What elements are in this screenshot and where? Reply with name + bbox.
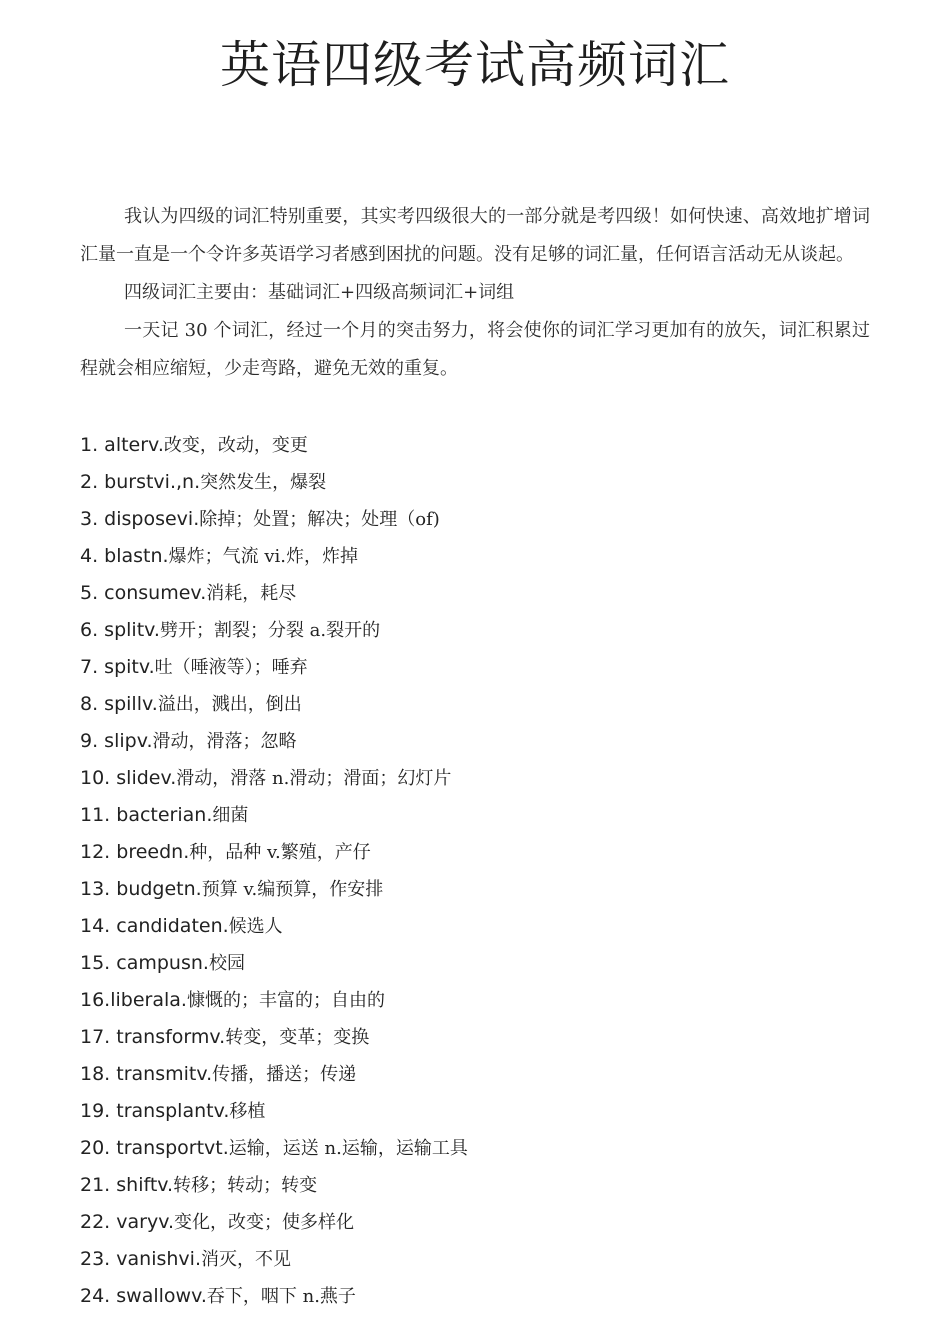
entry-word: transmitv.: [116, 1063, 213, 1085]
entry-word: budgetn.: [116, 878, 202, 900]
entry-word: liberala.: [110, 989, 187, 1011]
entry-number: 1.: [80, 434, 105, 456]
entry-definition: 溢出，溅出，倒出: [157, 694, 302, 715]
entry-word: transformv.: [116, 1026, 226, 1048]
entry-word: burstvi.,n.: [104, 471, 201, 493]
entry-definition: 校园: [208, 953, 245, 974]
entry-number: 8.: [80, 693, 105, 715]
entry-definition: 改变，改动，变更: [163, 435, 308, 456]
entry-number: 20.: [80, 1137, 117, 1159]
vocab-entry: [80, 1130, 870, 1167]
entry-number: 6.: [80, 619, 105, 641]
entry-definition: 慷慨的；丰富的；自由的: [186, 990, 385, 1011]
vocab-entry: [80, 1241, 870, 1278]
entry-number: 7.: [80, 656, 105, 678]
entry-number: 11.: [80, 804, 117, 826]
entry-number: 23.: [80, 1248, 117, 1270]
entry-number: 4.: [80, 545, 105, 567]
vocab-entry: [80, 1204, 870, 1241]
vocab-entry: [80, 945, 870, 982]
entry-number: 12.: [80, 841, 117, 863]
entry-number: 19.: [80, 1100, 117, 1122]
entry-word: slidev.: [116, 767, 177, 789]
entry-word: transportvt.: [116, 1137, 229, 1159]
entry-number: 24.: [80, 1285, 117, 1307]
vocab-entry: [80, 1167, 870, 1204]
vocab-entry: [80, 649, 870, 686]
entry-word: spitv.: [104, 656, 155, 678]
entry-definition: 候选人: [228, 916, 283, 937]
vocab-entry: [80, 501, 870, 538]
entry-number: 3.: [80, 508, 105, 530]
entry-definition: 移植: [229, 1101, 266, 1122]
entry-word: spillv.: [104, 693, 158, 715]
entry-definition: 转移；转动；转变: [173, 1175, 318, 1196]
vocab-entry: [80, 982, 870, 1019]
vocab-entry: [80, 1278, 870, 1315]
vocab-entry: [80, 427, 870, 464]
vocab-entry: [80, 538, 870, 575]
entry-number: 18.: [80, 1063, 117, 1085]
vocab-entry: [80, 834, 870, 871]
entry-definition: 转变，变革；变换: [225, 1027, 370, 1048]
vocab-entry: [80, 760, 870, 797]
entry-definition: 吞下，咽下 n.燕子: [206, 1286, 356, 1307]
entry-word: breedn.: [116, 841, 190, 863]
entry-word: candidaten.: [116, 915, 229, 937]
entry-word: alterv.: [104, 434, 164, 456]
entry-number: 5.: [80, 582, 105, 604]
entry-definition: 劈开；割裂；分裂 a.裂开的: [159, 620, 381, 641]
vocab-entry: [80, 1093, 870, 1130]
vocab-entry: [80, 686, 870, 723]
entry-word: consumev.: [104, 582, 207, 604]
entry-word: blastn.: [104, 545, 169, 567]
vocabulary-list: [80, 427, 870, 1315]
vocab-entry: [80, 1019, 870, 1056]
entry-word: swallowv.: [116, 1285, 207, 1307]
vocab-entry: [80, 908, 870, 945]
entry-number: 2.: [80, 471, 105, 493]
entry-definition: 滑动，滑落；忽略: [152, 731, 297, 752]
vocab-entry: [80, 464, 870, 501]
entry-definition: 运输，运送 n.运输，运输工具: [228, 1138, 468, 1159]
entry-word: shiftv.: [116, 1174, 174, 1196]
entry-definition: 预算 v.编预算，作安排: [201, 879, 384, 900]
entry-definition: 滑动，滑落 n.滑动；滑面；幻灯片: [176, 768, 452, 789]
document-title: 英语四级考试高频词汇: [220, 36, 730, 94]
entry-number: 9.: [80, 730, 105, 752]
entry-definition: 突然发生，爆裂: [200, 472, 327, 493]
entry-word: campusn.: [116, 952, 209, 974]
entry-number: 22.: [80, 1211, 117, 1233]
intro-paragraph: 四级词汇主要由：基础词汇+四级高频词汇+词组: [124, 282, 515, 303]
entry-definition: 种，品种 v.繁殖，产仔: [189, 842, 371, 863]
entry-definition: 细菌: [212, 805, 249, 826]
entry-word: bacterian.: [116, 804, 213, 826]
vocab-entry: [80, 723, 870, 760]
entry-number: 10.: [80, 767, 117, 789]
entry-word: splitv.: [104, 619, 160, 641]
entry-number: 21.: [80, 1174, 117, 1196]
entry-word: transplantv.: [116, 1100, 230, 1122]
intro-paragraph: 一天记 30 个词汇，经过一个月的突击努力，将会使你的词汇学习更加有的放矢，词汇积累过程就会相应缩短，少走弯路，避免无效的重复。: [80, 320, 870, 379]
entry-word: vanishvi.: [116, 1248, 201, 1270]
vocab-entry: [80, 871, 870, 908]
vocab-entry: [80, 612, 870, 649]
vocab-entry: [80, 1056, 870, 1093]
entry-number: 13.: [80, 878, 117, 900]
intro-section: [80, 198, 870, 388]
entry-number: 15.: [80, 952, 117, 974]
entry-word: varyv.: [116, 1211, 175, 1233]
entry-definition: 爆炸；气流 vi.炸，炸掉: [168, 546, 358, 567]
entry-number: 14.: [80, 915, 117, 937]
entry-definition: 除掉；处置；解决；处理（of): [199, 509, 440, 530]
entry-word: slipv.: [104, 730, 153, 752]
entry-definition: 消灭，不见: [200, 1249, 291, 1270]
entry-number: 17.: [80, 1026, 117, 1048]
entry-definition: 传播，播送；传递: [212, 1064, 357, 1085]
entry-number: 16.: [80, 989, 111, 1011]
entry-definition: 消耗，耗尽: [206, 583, 297, 604]
entry-definition: 吐（唾液等）；唾弃: [154, 657, 308, 678]
vocab-entry: [80, 575, 870, 612]
entry-word: disposevi.: [104, 508, 200, 530]
intro-paragraph: 我认为四级的词汇特别重要，其实考四级很大的一部分就是考四级！如何快速、高效地扩增词汇量一直是一个令许多英语学习者感到困扰的问题。没有足够的词汇量，任何语言活动无从谈起。: [80, 206, 870, 265]
entry-definition: 变化，改变；使多样化: [174, 1212, 355, 1233]
vocab-entry: [80, 797, 870, 834]
